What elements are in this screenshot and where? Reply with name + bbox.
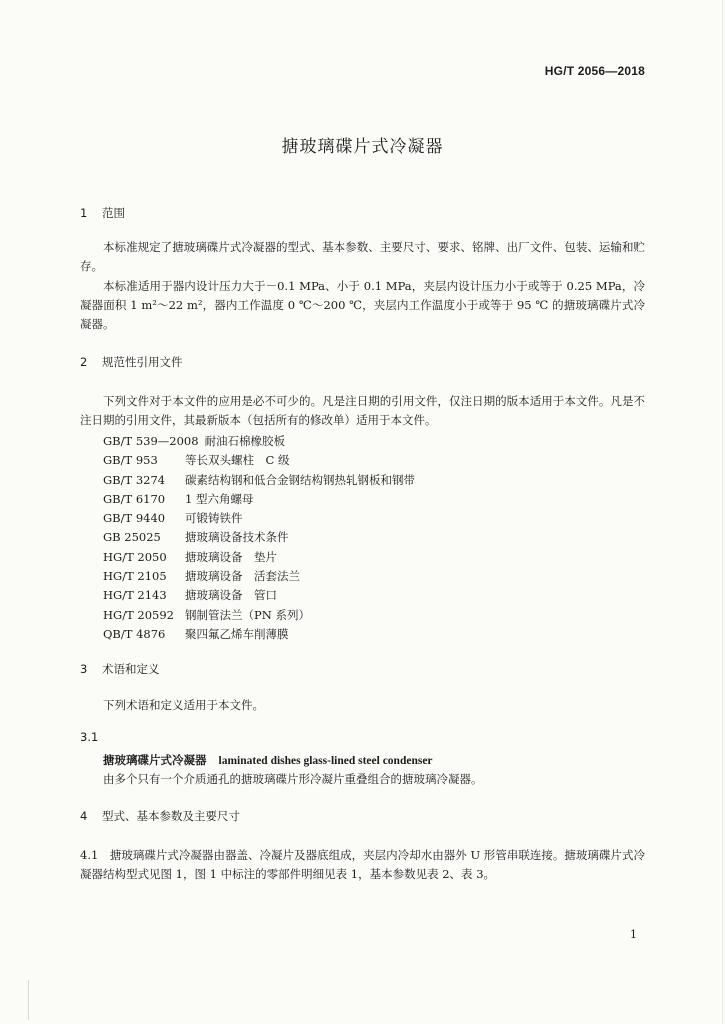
reference-item: [103, 586, 415, 605]
reference-item: [103, 625, 415, 644]
reference-name: 1 型六角螺母: [185, 491, 254, 506]
reference-code: GB/T 953: [103, 453, 158, 468]
reference-code: GB/T 9440: [103, 511, 166, 526]
reference-code: HG/T 20592: [103, 607, 174, 622]
reference-code: QB/T 4876: [103, 626, 166, 641]
reference-name: 钢制管法兰（PN 系列）: [185, 607, 310, 622]
clause-4-1: 4.1 搪玻璃碟片式冷凝器由器盖、冷凝片及器底组成，夹层内冷却水由器外 U 形管串联连接。搪玻璃碟片式冷凝器结构型式见图 1，图 1 中标注的零部件明细见表 1，基本参数见表 2、表 3。: [80, 848, 645, 881]
normative-references-list: [103, 432, 415, 644]
section-2-intro: 下列文件对于本文件的应用是必不可少的。凡是注日期的引用文件，仅注日期的版本适用于本文件。凡是不注日期的引用文件，其最新版本（包括所有的修改单）适用于本文件。: [80, 394, 645, 427]
reference-item: [103, 528, 415, 547]
term-chinese: 搪玻璃碟片式冷凝器: [103, 753, 207, 767]
reference-item: [103, 490, 415, 509]
term-english: laminated dishes glass-lined steel condenser: [218, 755, 433, 767]
reference-item: [103, 432, 415, 451]
section-number: 4: [80, 809, 88, 823]
page-number: 1: [630, 928, 637, 941]
reference-name: 搪玻璃设备 活套法兰: [185, 569, 300, 584]
reference-name: 耐油石棉橡胶板: [204, 434, 286, 448]
reference-item: [103, 548, 415, 567]
section-4-heading: [80, 808, 240, 824]
reference-code: HG/T 2105: [103, 569, 167, 584]
section-1-paragraph-2: 本标准适用于器内设计压力大于－0.1 MPa、小于 0.1 MPa，夹层内设计压力小于或等于 0.25 MPa，冷凝器面积 1 m²～22 m²，器内工作温度 0 ℃～200 ℃，夹层内工作温度小于或等于 95 ℃ 的搪玻璃碟片式冷凝器。: [80, 279, 645, 331]
section-3-heading: [80, 661, 160, 677]
reference-name: 聚四氟乙烯车削薄膜: [185, 626, 289, 641]
standard-code: HG/T 2056—2018: [544, 64, 645, 78]
section-title: 型式、基本参数及主要尺寸: [102, 809, 240, 823]
reference-code: GB/T 3274: [103, 472, 166, 487]
term-definition: 由多个只有一个介质通孔的搪玻璃碟片形冷凝片重叠组合的搪玻璃冷凝器。: [103, 772, 483, 786]
reference-item: [103, 567, 415, 586]
section-3-intro: 下列术语和定义适用于本文件。: [103, 698, 264, 712]
section-title: 规范性引用文件: [102, 355, 183, 369]
reference-name: 碳素结构钢和低合金钢结构钢热轧钢板和钢带: [185, 472, 415, 487]
section-title: 术语和定义: [102, 662, 160, 676]
document-title: 搪玻璃碟片式冷凝器: [281, 137, 444, 157]
reference-item: [103, 509, 415, 528]
reference-item: [103, 471, 415, 490]
scan-edge-mark: [28, 980, 29, 1020]
reference-code: GB/T 539—2008: [103, 434, 199, 448]
reference-code: HG/T 2050: [103, 549, 167, 564]
reference-name: 搪玻璃设备 管口: [185, 588, 277, 603]
reference-code: GB/T 6170: [103, 491, 166, 506]
scan-edge-mark: [722, 0, 723, 1024]
subsection-3-1-number: 3.1: [80, 730, 99, 744]
section-title: 范围: [102, 206, 125, 220]
reference-name: 可锻铸铁件: [185, 511, 243, 526]
reference-item: [103, 451, 415, 470]
section-number: 2: [80, 355, 88, 369]
reference-code: HG/T 2143: [103, 588, 167, 603]
reference-name: 搪玻璃设备 垫片: [185, 549, 277, 564]
reference-item: [103, 606, 415, 625]
reference-name: 搪玻璃设备技术条件: [185, 530, 289, 545]
section-2-heading: [80, 354, 183, 370]
reference-code: GB 25025: [103, 530, 161, 545]
section-number: 3: [80, 662, 88, 676]
term-entry: [103, 752, 433, 768]
section-1-heading: [80, 205, 125, 221]
section-1-paragraph-1: 本标准规定了搪玻璃碟片式冷凝器的型式、基本参数、主要尺寸、要求、铭牌、出厂文件、包装、运输和贮存。: [80, 240, 645, 273]
reference-name: 等长双头螺柱 C 级: [185, 453, 290, 468]
section-number: 1: [80, 206, 88, 220]
